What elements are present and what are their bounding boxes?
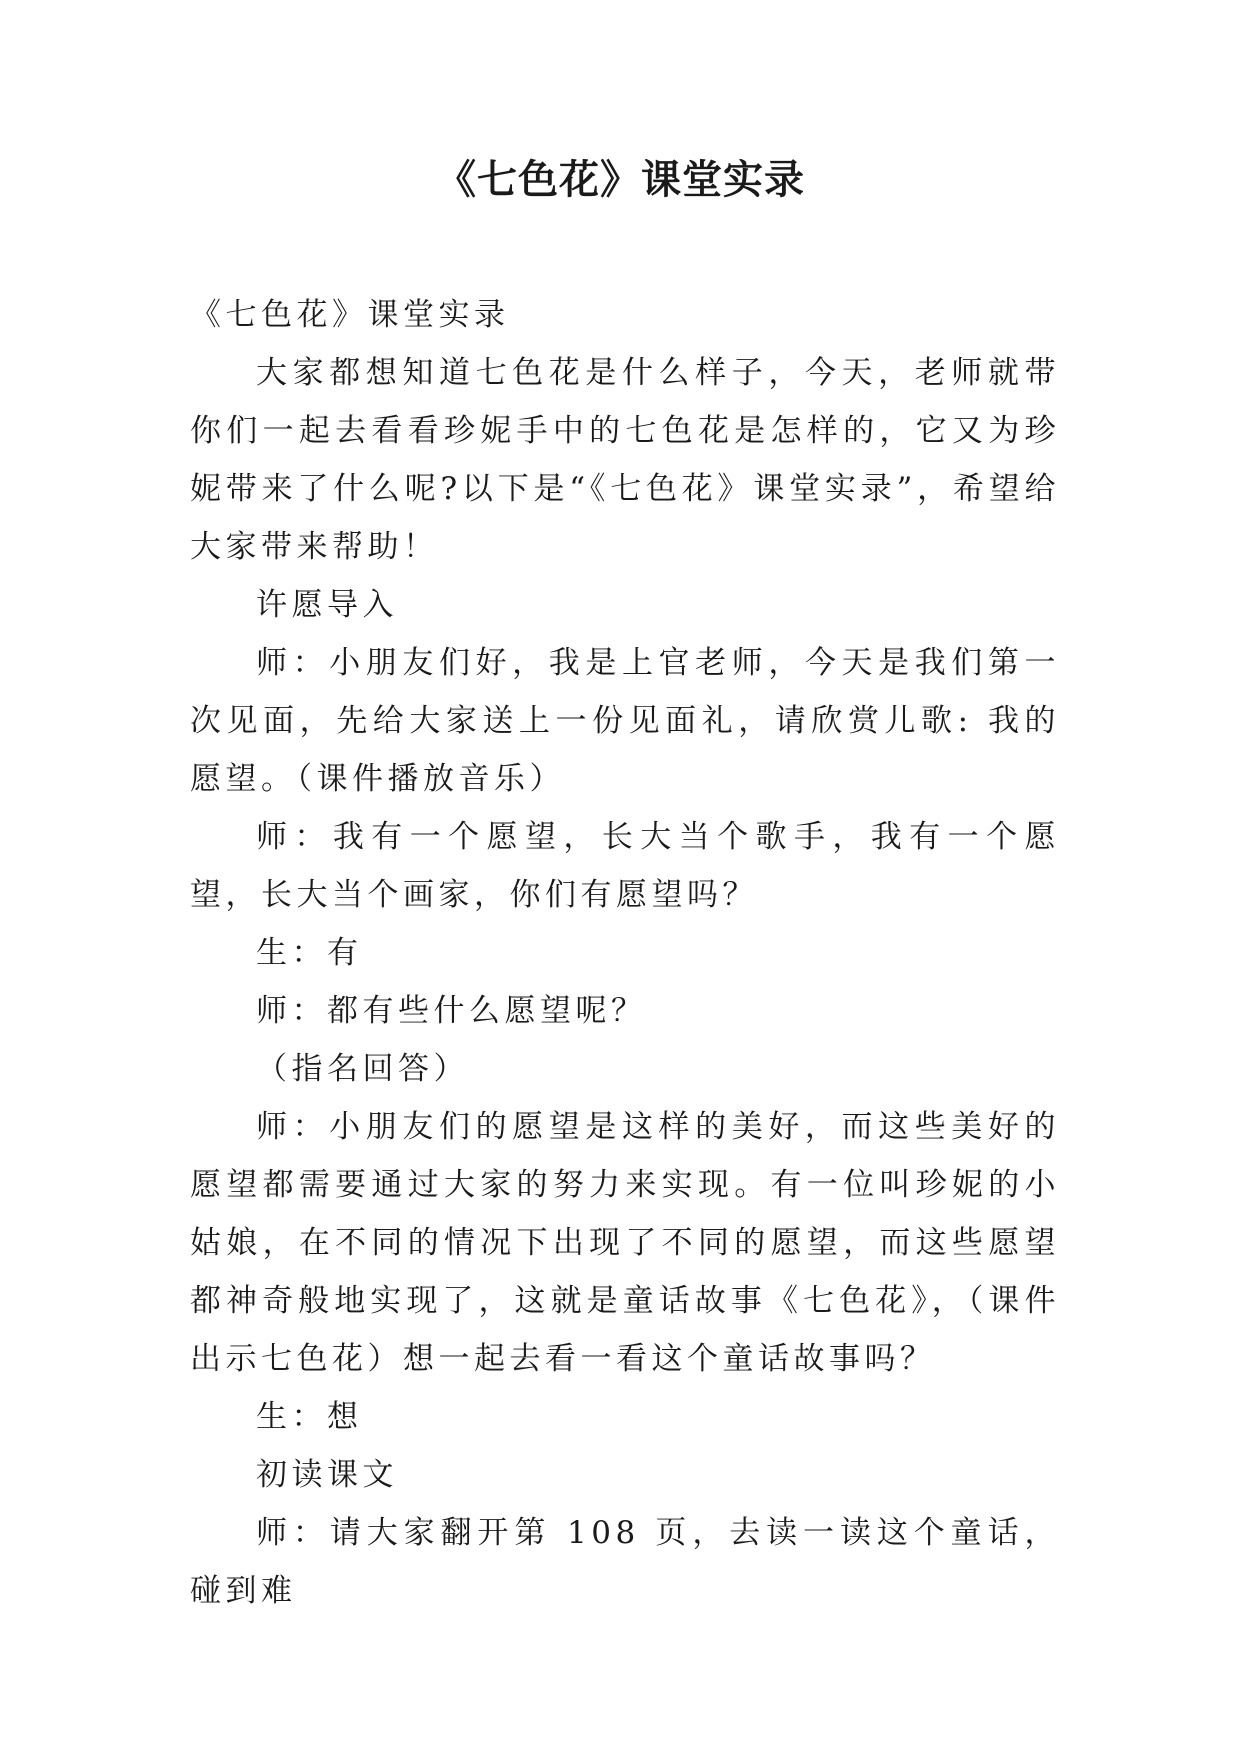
paragraph-teacher-greeting: 师：小朋友们好，我是上官老师，今天是我们第一次见面，先给大家送上一份见面礼，请欣赏儿歌: 我的愿望。（课件播放音乐） xyxy=(190,645,1060,797)
paragraph-teacher-story: 师：小朋友们的愿望是这样的美好，而这些美好的愿望都需要通过大家的努力来实现。有一位叫珍妮的小姑娘，在不同的情况下出现了不同的愿望，而这些愿望都神奇般地实现了，这就是童话故事《七色花》，（课件出示七色花）想一起去看一看这个童话故事吗？ xyxy=(190,1109,1060,1377)
paragraph-intro: 大家都想知道七色花是什么样子，今天，老师就带你们一起去看看珍妮手中的七色花是怎样的，它又为珍妮带来了什么呢?以下是“《七色花》课堂实录”，希望给大家带来帮助！ xyxy=(190,355,1060,565)
paragraph-subtitle: 《七色花》课堂实录 xyxy=(190,297,510,333)
paragraph-student-reply-2: 生：想 xyxy=(256,1399,363,1435)
paragraph-teacher-instruction: 师：请大家翻开第 108 页，去读一读这个童话，碰到难 xyxy=(190,1515,1060,1609)
paragraph-teacher-question: 师：都有些什么愿望呢？ xyxy=(256,993,647,1029)
document-title: 《七色花》课堂实录 xyxy=(436,157,805,203)
document-body xyxy=(190,286,1060,1620)
section-heading-first-reading: 初读课文 xyxy=(256,1457,398,1493)
paragraph-student-reply: 生：有 xyxy=(256,935,363,971)
paragraph-teacher-wish: 师：我有一个愿望，长大当个歌手，我有一个愿望，长大当个画家，你们有愿望吗？ xyxy=(190,819,1060,913)
section-heading-wish-intro: 许愿导入 xyxy=(256,587,398,623)
paragraph-stage-note: （指名回答） xyxy=(256,1051,469,1087)
